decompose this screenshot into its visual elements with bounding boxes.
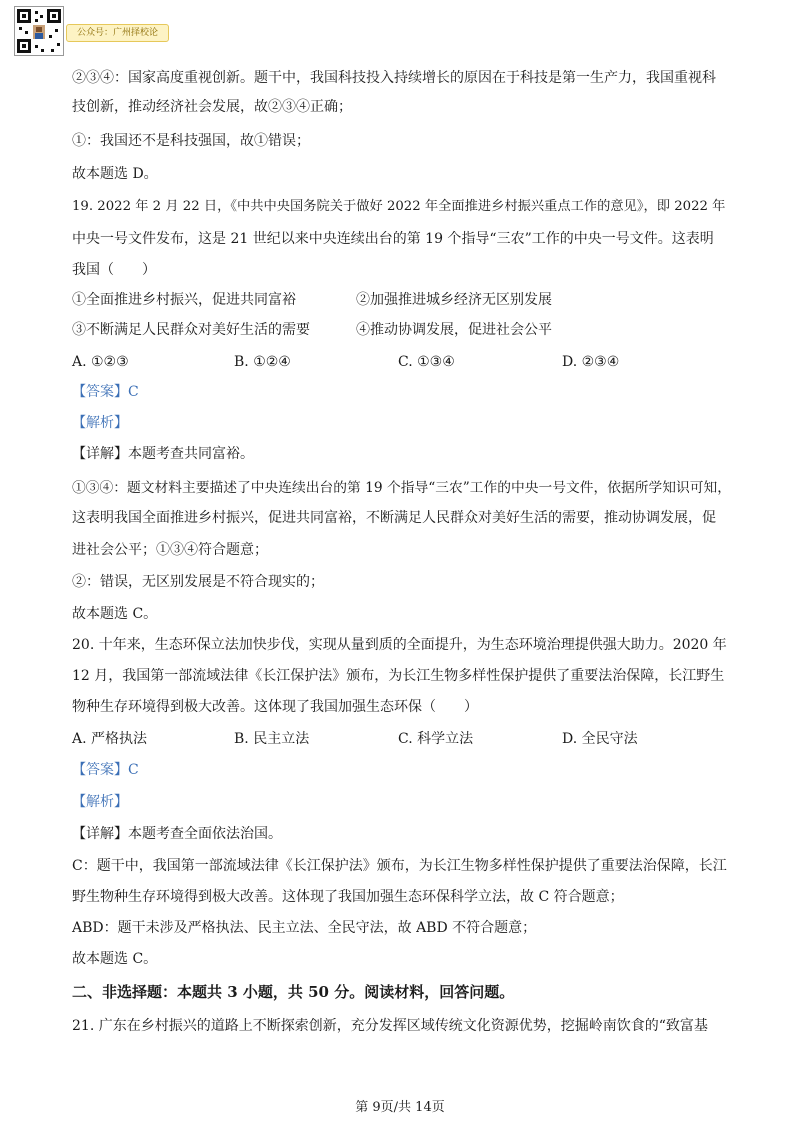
q18-explanation-line: ②③④：国家高度重视创新。题干中，我国科技投入持续增长的原因在于科技是第一生产力，我国重视科: [72, 70, 716, 86]
q20-explanation-line: 野生物种生存环境得到极大改善。这体现了我国加强生态环保科学立法，故 C 符合题意；: [72, 889, 624, 905]
q19-stem-line: 19. 2022 年 2 月 22 日，《中共中央国务院关于做好 2022 年全面推进乡村振兴重点工作的意见》，即 2022 年: [72, 199, 726, 214]
q20-detail: 【详解】本题考查全面依法治国。: [72, 826, 282, 842]
q19-explanation-line: ②：错误，无区别发展是不符合现实的；: [72, 574, 324, 590]
q19-item: ②加强推进城乡经济无区别发展: [356, 292, 552, 308]
q19-analysis-tag: 【解析】: [72, 415, 128, 431]
q19-item: ①全面推进乡村振兴，促进共同富裕: [72, 292, 296, 308]
q19-item: ③不断满足人民群众对美好生活的需要: [72, 322, 310, 338]
q20-analysis-tag: 【解析】: [72, 794, 128, 810]
q20-conclusion: 故本题选 C。: [72, 951, 158, 967]
qr-code-image: [14, 6, 64, 56]
q19-option: D. ②③④: [562, 354, 620, 370]
q20-option: C. 科学立法: [398, 731, 474, 747]
q19-detail: 【详解】本题考查共同富裕。: [72, 446, 254, 462]
q18-explanation-line: ①：我国还不是科技强国，故①错误；: [72, 133, 310, 149]
q20-answer: 【答案】C: [72, 762, 139, 778]
q19-stem-line: 我国（ ）: [72, 262, 156, 278]
q20-stem-line: 12 月，我国第一部流域法律《长江保护法》颁布，为长江生物多样性保护提供了重要法治保障，长江野生: [72, 668, 725, 684]
q18-explanation-line: 技创新，推动经济社会发展，故②③④正确；: [72, 99, 352, 115]
q19-stem-line: 中央一号文件发布，这是 21 世纪以来中央连续出台的第 19 个指导“三农”工作的中央一号文件。这表明: [72, 231, 714, 247]
q18-conclusion: 故本题选 D。: [72, 166, 158, 182]
page-number: 第 9页/共 14页: [355, 1100, 445, 1115]
q19-explanation-line: ①③④：题文材料主要描述了中央连续出台的第 19 个指导“三农”工作的中央一号文件，依据所学知识可知，: [72, 480, 732, 496]
q19-conclusion: 故本题选 C。: [72, 606, 158, 622]
q20-option: D. 全民守法: [562, 731, 638, 747]
q20-explanation-line: C：题干中，我国第一部流域法律《长江保护法》颁布，为长江生物多样性保护提供了重要法治保障，长江: [72, 858, 727, 874]
q19-option: B. ①②④: [234, 354, 291, 370]
q20-option: B. 民主立法: [234, 731, 310, 747]
q19-items-row: [72, 320, 732, 340]
q20-options-row: [72, 729, 732, 749]
q19-item: ④推动协调发展，促进社会公平: [356, 322, 552, 338]
watermark-badge: 公众号：广州择校论: [66, 24, 169, 42]
q19-explanation-line: 这表明我国全面推进乡村振兴，促进共同富裕，不断满足人民群众对美好生活的需要，推动协调发展，促: [72, 510, 716, 526]
q19-option: A. ①②③: [72, 354, 129, 370]
q20-stem-line: 物种生存环境得到极大改善。这体现了我国加强生态环保（ ）: [72, 699, 478, 715]
q19-answer: 【答案】C: [72, 384, 139, 400]
q21-stem-line: 21. 广东在乡村振兴的道路上不断探索创新，充分发挥区域传统文化资源优势，挖掘岭南饮食的“致富基: [72, 1018, 708, 1034]
q19-option: C. ①③④: [398, 354, 455, 370]
q19-options-row: [72, 352, 732, 372]
section-heading: 二、非选择题：本题共 3 小题，共 50 分。阅读材料，回答问题。: [72, 983, 515, 1001]
q20-explanation-line: ABD：题干未涉及严格执法、民主立法、全民守法，故 ABD 不符合题意；: [72, 920, 537, 936]
q19-items-row: [72, 290, 732, 310]
q19-explanation-line: 进社会公平；①③④符合题意；: [72, 542, 268, 558]
q20-stem-line: 20. 十年来，生态环保立法加快步伐，实现从量到质的全面提升，为生态环境治理提供强大助力。2020 年: [72, 637, 727, 653]
q20-option: A. 严格执法: [72, 731, 148, 747]
